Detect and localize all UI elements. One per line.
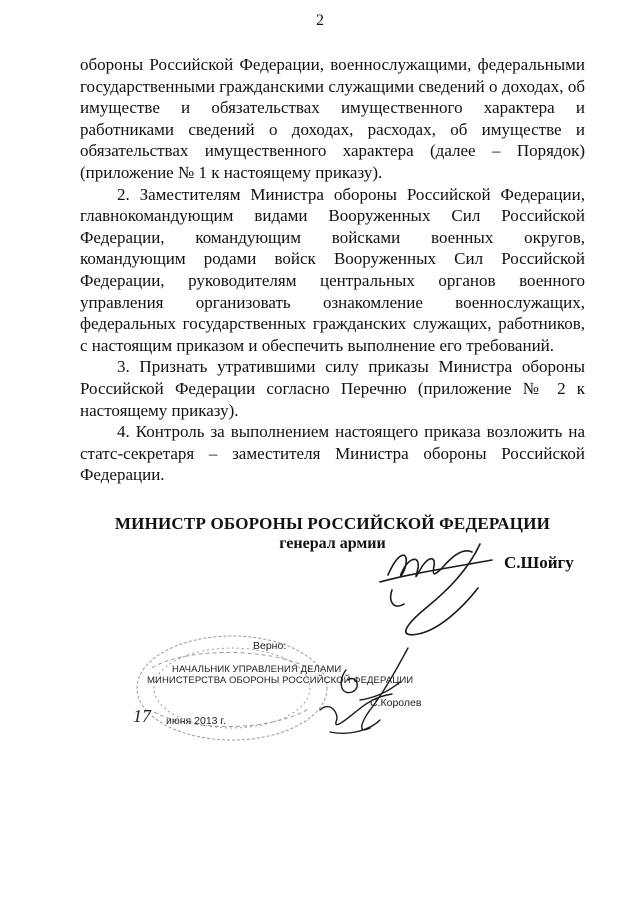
minister-title: МИНИСТР ОБОРОНЫ РОССИЙСКОЙ ФЕДЕРАЦИИ (114, 514, 551, 533)
minister-signature (368, 530, 508, 650)
certification-position-line1: НАЧАЛЬНИК УПРАВЛЕНИЯ ДЕЛАМИ (172, 664, 342, 675)
document-body (80, 54, 585, 486)
paragraph-2: 2. Заместителям Министра обороны Российской Федерации, главнокомандующим видами Вооруженных Сил Российской Федерации, командующим войсками военных округов, командующим родами войск Вооруженных Сил Российской Федерации, руководителям центральных органов военного управления организовать ознакомление военнослужащих, федеральных государственных гражданских служащих, работников, с настоящим приказом и обеспечить выполнение его требований. (80, 184, 585, 355)
minister-rank: генерал армии (279, 535, 386, 552)
certification-date: июня 2013 г. (166, 715, 226, 727)
certification-date-day: 17 (133, 706, 151, 726)
certifier-signature (300, 640, 430, 750)
certification-position-line2: МИНИСТЕРСТВА ОБОРОНЫ РОССИЙСКОЙ ФЕДЕРАЦИИ (147, 675, 414, 686)
paragraph-3: 3. Признать утратившими силу приказы Министра обороны Российской Федерации согласно Перечню (приложение № 2 к настоящему приказу). (80, 357, 585, 420)
paragraph-4: 4. Контроль за выполнением настоящего приказа возложить на статс-секретаря – заместителя Министра обороны Российской Федерации. (80, 422, 585, 485)
official-stamp-seal (112, 628, 332, 748)
certification-signer: С.Королев (370, 697, 422, 709)
paragraph-1: обороны Российской Федерации, военнослужащими, федеральными государственными гражданскими служащими сведений о доходах, об имуществе и обязательствах имущественного характера и работниками сведений о доходах, расходах, об имуществе и обязательствах имущественного характера (далее – Порядок) (приложение № 1 к настоящему приказу). (80, 55, 585, 182)
minister-name: С.Шойгу (504, 553, 574, 572)
page-number: 2 (316, 12, 324, 29)
certification-verno: Верно: (253, 640, 287, 652)
